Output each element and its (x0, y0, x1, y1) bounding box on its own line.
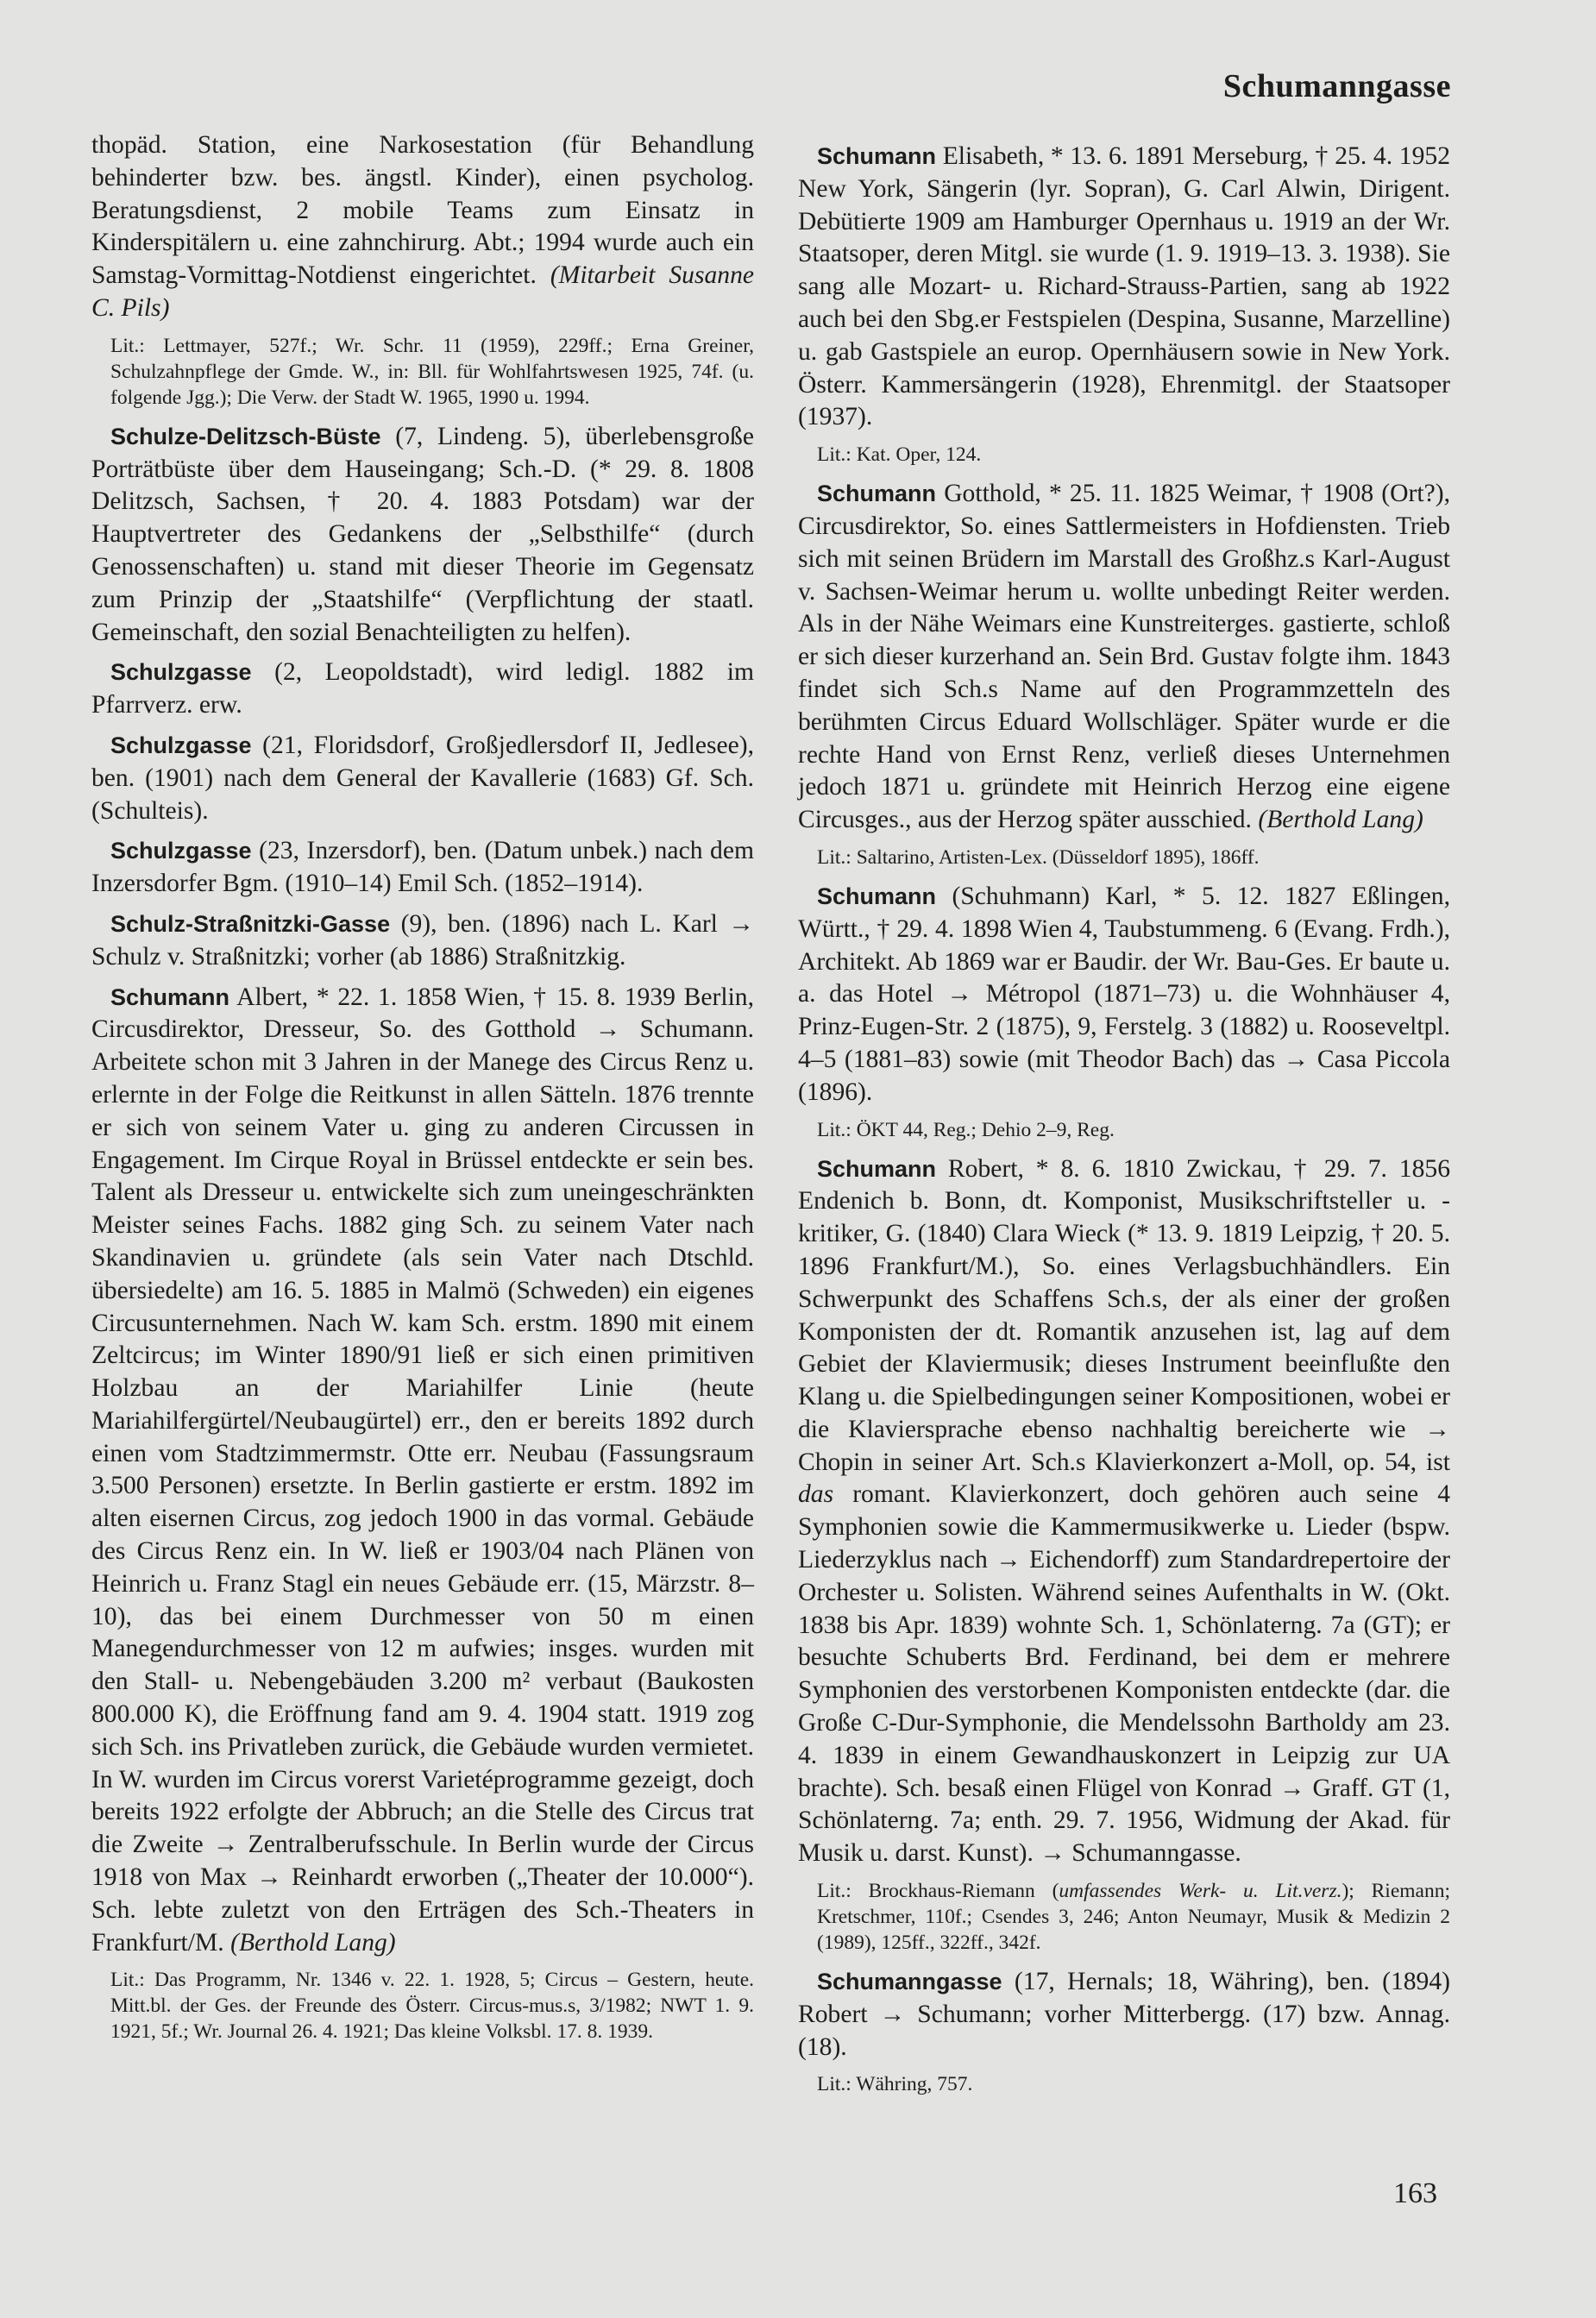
entry-text: (23, Inzersdorf), ben. (Datum unbek.) nach dem Inzersdorfer Bgm. (1910–14) Emil Sch. (1852–1914). (91, 837, 754, 898)
entry-headword: Schulz-Straßnitzki-Gasse (110, 910, 391, 937)
lit-text: ); Riemann; Kretschmer, 110f.; Csendes 3, 246; Anton Neumayr, Musik & Medizin 2 (1989), 125ff., 322ff., 342f. (817, 1880, 1451, 1955)
entry-headword: Schulze-Delitzsch-Büste (110, 423, 381, 449)
entry-text: (7, Lindeng. 5), überlebensgroße Porträtbüste über dem Hauseingang; Sch.-D. (* 29. 8. 1808 Delitzsch, Sachsen, † 20. 4. 1883 Potsdam) war der Hauptvertreter des Gedankens der „Selbsthilfe“ (durch Genossenschaften) u. stand mit dieser Theorie im Gegensatz zum Prinzip der „Staatshilfe“ (Verpflichtung der staatl. Gemeinschaft, den sozial Benachteiligten zu helfen). (91, 422, 754, 646)
right-column (798, 141, 1450, 2108)
literature-note: Lit.: Kat. Oper, 124. (817, 443, 982, 467)
entry-author: (Berthold Lang) (230, 1928, 396, 1957)
entry-headword: Schumann (110, 983, 230, 1010)
entry-headword: Schumann (817, 1155, 937, 1182)
entry-text: thopäd. Station, eine Narkosestation (für Behandlung behinderter bzw. bes. ängstl. Kinder), einen psycholog. Beratungsdienst, 2 mobile Teams zum Einsatz in Kinderspitälern u. eine zahnchirurg. Abt.; 1994 wurde auch ein Samstag-Vormittag-Notdienst eingerichtet. (91, 131, 754, 290)
entry-schumann-albert (91, 982, 754, 1960)
entry-headword: Schumann (817, 143, 937, 169)
entry-headword: Schumanngasse (817, 1969, 1002, 1995)
entry-emphasis: das (798, 1480, 834, 1509)
literature-note: Lit.: Lettmayer, 527f.; Wr. Schr. 11 (1959), 229ff.; Erna Greiner, Schulzahnpflege der Gmde. W., in: Bll. für Wohlfahrtswesen 1925, 74f. (u. folgende Jgg.); Die Verw. der Stadt W. 1965, 1990 u. 1994. (110, 334, 754, 409)
literature-note: Lit.: Das Programm, Nr. 1346 v. 22. 1. 1928, 5; Circus – Gestern, heute. Mitt.bl. der Ges. der Freunde des Österr. Circus-mus.s, 3/1982; NWT 1. 9. 1921, 5f.; Wr. Journal 26. 4. 1921; Das kleine Volksbl. 17. 8. 1939. (110, 1969, 754, 2044)
entry-continuation (91, 129, 754, 325)
page-number: 163 (1393, 2177, 1437, 2209)
entry-schumann-karl (798, 881, 1450, 1109)
literature-note: Lit.: Saltarino, Artisten-Lex. (Düsseldorf 1895), 186ff. (817, 845, 1260, 869)
entry-text: romant. Klavierkonzert, doch gehören auch seine 4 Symphonien sowie die Kammermusikwerke u. Lieder (bspw. Liederzyklus nach → Eichendorff) zum Standardrepertoire der Orchester u. Solisten. Während seines Aufenthalts in W. (Okt. 1838 bis Apr. 1839) wohnte Sch. 1, Schönlaterng. 7a (GT); er besuchte Schuberts Brd. Ferdinand, bei dem er mehrere Symphonien des verstorbenen Komponisten entdeckte (dar. die Große C-Dur-Symphonie, die Mendelssohn Bartholdy am 23. 4. 1839 in einem Gewandhauskonzert in Leipzig zur UA brachte). Sch. besaß einen Flügel von Konrad → Graff. GT (1, Schönlaterng. 7a; enth. 29. 7. 1956, Widmung der Akad. für Musik u. darst. Kunst). → Schumanngasse. (798, 1480, 1450, 1868)
entry-headword: Schumann (817, 481, 937, 507)
entry-schulzgasse-2 (91, 656, 754, 722)
literature-note: Lit.: ÖKT 44, Reg.; Dehio 2–9, Reg. (817, 1118, 1115, 1141)
entry-text: (2, Leopoldstadt), wird ledigl. 1882 im Pfarrverz. erw. (91, 658, 754, 719)
entry-text: Robert, * 8. 6. 1810 Zwickau, † 29. 7. 1856 Endenich b. Bonn, dt. Komponist, Musikschriftsteller u. -kritiker, G. (1840) Clara Wieck (* 13. 9. 1819 Leipzig, † 20. 5. 1896 Frankfurt/M.), So. eines Verlagsbuchhändlers. Ein Schwerpunkt des Schaffens Sch.s, der als einer der großen Komponisten der dt. Romantik anzusehen ist, lag auf dem Gebiet der Klaviermusik; dieses Instrument beeinflußte den Klang u. die Spielbedingungen seiner Kompositionen, wobei er die Klaviersprache ebenso nachhaltig bereicherte wie → Chopin in seiner Art. Sch.s Klavierkonzert a-Moll, op. 54, ist (798, 1154, 1450, 1476)
entry-schulzgasse-23 (91, 835, 754, 901)
entry-schumanngasse (798, 1966, 1450, 2064)
lit-text: Lit.: Brockhaus-Riemann ( (817, 1880, 1059, 1903)
entry-headword: Schulzgasse (110, 659, 252, 686)
entry-schumann-elisabeth (798, 141, 1450, 434)
entry-text: Gotthold, * 25. 11. 1825 Weimar, † 1908 (Ort?), Circusdirektor, So. eines Sattlermeisters in Hofdiensten. Trieb sich mit seinen Brüdern im Marstall des Großhz.s Karl-August v. Sachsen-Weimar herum u. wollte unbedingt Reiter werden. Als in der Nähe Weimars eine Kunstreiterges. gastierte, schloß er sich dieser kurzerhand an. Sein Brd. Gustav folgte ihm. 1843 findet sich Sch.s Name auf den Programmzetteln des berühmten Circus Eduard Wollschläger. Später wurde er die rechte Hand von Ernst Renz, verließ dieses Unternehmen jedoch 1871 u. gründete mit Heinrich Herzog eine eigene Circusges., aus der Herzog später ausschied. (798, 480, 1450, 834)
entry-text: (9), ben. (1896) nach L. Karl → Schulz v. Straßnitzki; vorher (ab 1886) Straßnitzkig. (91, 909, 754, 971)
entry-author: (Mitarbeit Susanne C. Pils) (91, 261, 754, 322)
entry-headword: Schulzgasse (110, 838, 252, 864)
left-column (91, 129, 754, 2055)
entry-schumann-gotthold (798, 478, 1450, 837)
entry-schulzgasse-21 (91, 730, 754, 827)
literature-note (817, 1878, 1450, 1956)
entry-headword: Schulzgasse (110, 732, 252, 758)
entry-text: Elisabeth, * 13. 6. 1891 Merseburg, † 25. 4. 1952 New York, Sängerin (lyr. Sopran), G. Carl Alwin, Dirigent. Debütierte 1909 am Hamburger Opernhaus u. 1919 an der Wr. Staatsoper, deren Mitgl. sie wurde (1. 9. 1919–13. 3. 1938). Sie sang alle Mozart- u. Richard-Strauss-Partien, sang ab 1922 auch bei den Sbg.er Festspielen (Despina, Susanne, Marzelline) u. gab Gastspiele an europ. Opernhäusern sowie in New York. Österr. Kammersängerin (1928), Ehrenmitgl. der Staatsoper (1937). (798, 142, 1450, 431)
entry-schulze-delitzsch-bueste (91, 421, 754, 650)
entry-schulz-strassnitzki-gasse (91, 908, 754, 974)
literature-note: Lit.: Währing, 757. (817, 2073, 973, 2096)
running-head: Schumanngasse (1222, 68, 1451, 104)
entry-schumann-robert (798, 1153, 1450, 1871)
lit-emphasis: umfassendes Werk- u. Lit.verz. (1059, 1880, 1342, 1903)
entry-text: (Schuhmann) Karl, * 5. 12. 1827 Eßlingen, Württ., † 29. 4. 1898 Wien 4, Taubstummeng. 6 (Evang. Frdh.), Architekt. Ab 1869 war er Baudir. der Wr. Bau-Ges. Er baute u. a. das Hotel → Métropol (1871–73) u. die Wohnhäuser 4, Prinz-Eugen-Str. 2 (1875), 9, Ferstelg. 3 (1882) u. Rooseveltpl. 4–5 (1881–83) sowie (mit Theodor Bach) das → Casa Piccola (1896). (798, 882, 1450, 1106)
entry-text: (21, Floridsdorf, Großjedlersdorf II, Jedlesee), ben. (1901) nach dem General der Kavallerie (1683) Gf. Sch. (Schulteis). (91, 731, 754, 825)
entry-text: Albert, * 22. 1. 1858 Wien, † 15. 8. 1939 Berlin, Circusdirektor, Dresseur, So. des Gotthold → Schumann. Arbeitete schon mit 3 Jahren in der Manege des Circus Renz u. erlernte in der Folge die Reitkunst in allen Sätteln. 1876 trennte er sich von seinem Vater u. ging zu anderen Circussen in Engagement. Im Cirque Royal in Brüssel entdeckte er sein bes. Talent als Dresseur u. entwickelte sich zum uneingeschränkten Meister seines Fachs. 1882 ging Sch. zu seinem Vater nach Skandinavien u. gründete (als sein Vater nach Dtschld. übersiedelte) am 16. 5. 1885 in Malmö (Schweden) ein eigenes Circusunternehmen. Nach W. kam Sch. erstm. 1890 mit einem Zeltcircus; im Winter 1890/91 ließ er sich einen primitiven Holzbau an der Mariahilfer Linie (heute Mariahilfergürtel/Neubaugürtel) err., den er bereits 1892 durch einen vom Stadtzimmermstr. Otte err. Neubau (Fassungsraum 3.500 Personen) ersetzte. In Berlin gastierte er erstm. 1892 im alten eisernen Circus, zog jedoch 1900 in das vormal. Gebäude des Circus Renz ein. In W. ließ er 1903/04 nach Plänen von Heinrich u. Franz Stagl ein neues Gebäude err. (15, Märzstr. 8–10), das bei einem Durchmesser von 50 m einen Manegendurchmesser von 12 m aufwies; insges. wurden mit den Stall- u. Nebengebäuden 3.200 m² verbaut (Baukosten 800.000 K), die Eröffnung fand am 9. 4. 1904 statt. 1919 zog sich Sch. ins Privatleben zurück, die Gebäude wurden vermietet. In W. wurden im Circus vorerst Varietéprogramme gezeigt, doch bereits 1922 erfolgte der Abbruch; an die Stelle des Circus trat die Zweite → Zentralberufsschule. In Berlin wurde der Circus 1918 von Max → Reinhardt erworben („Theater der 10.000“). Sch. lebte zuletzt von den Erträgen des Sch.-Theaters in Frankfurt/M. (91, 983, 754, 1957)
entry-headword: Schumann (817, 883, 937, 909)
entry-text: (17, Hernals; 18, Währing), ben. (1894) Robert → Schumann; vorher Mitterbergg. (17) bzw. Annag. (18). (798, 1968, 1450, 2061)
entry-author: (Berthold Lang) (1258, 806, 1423, 834)
